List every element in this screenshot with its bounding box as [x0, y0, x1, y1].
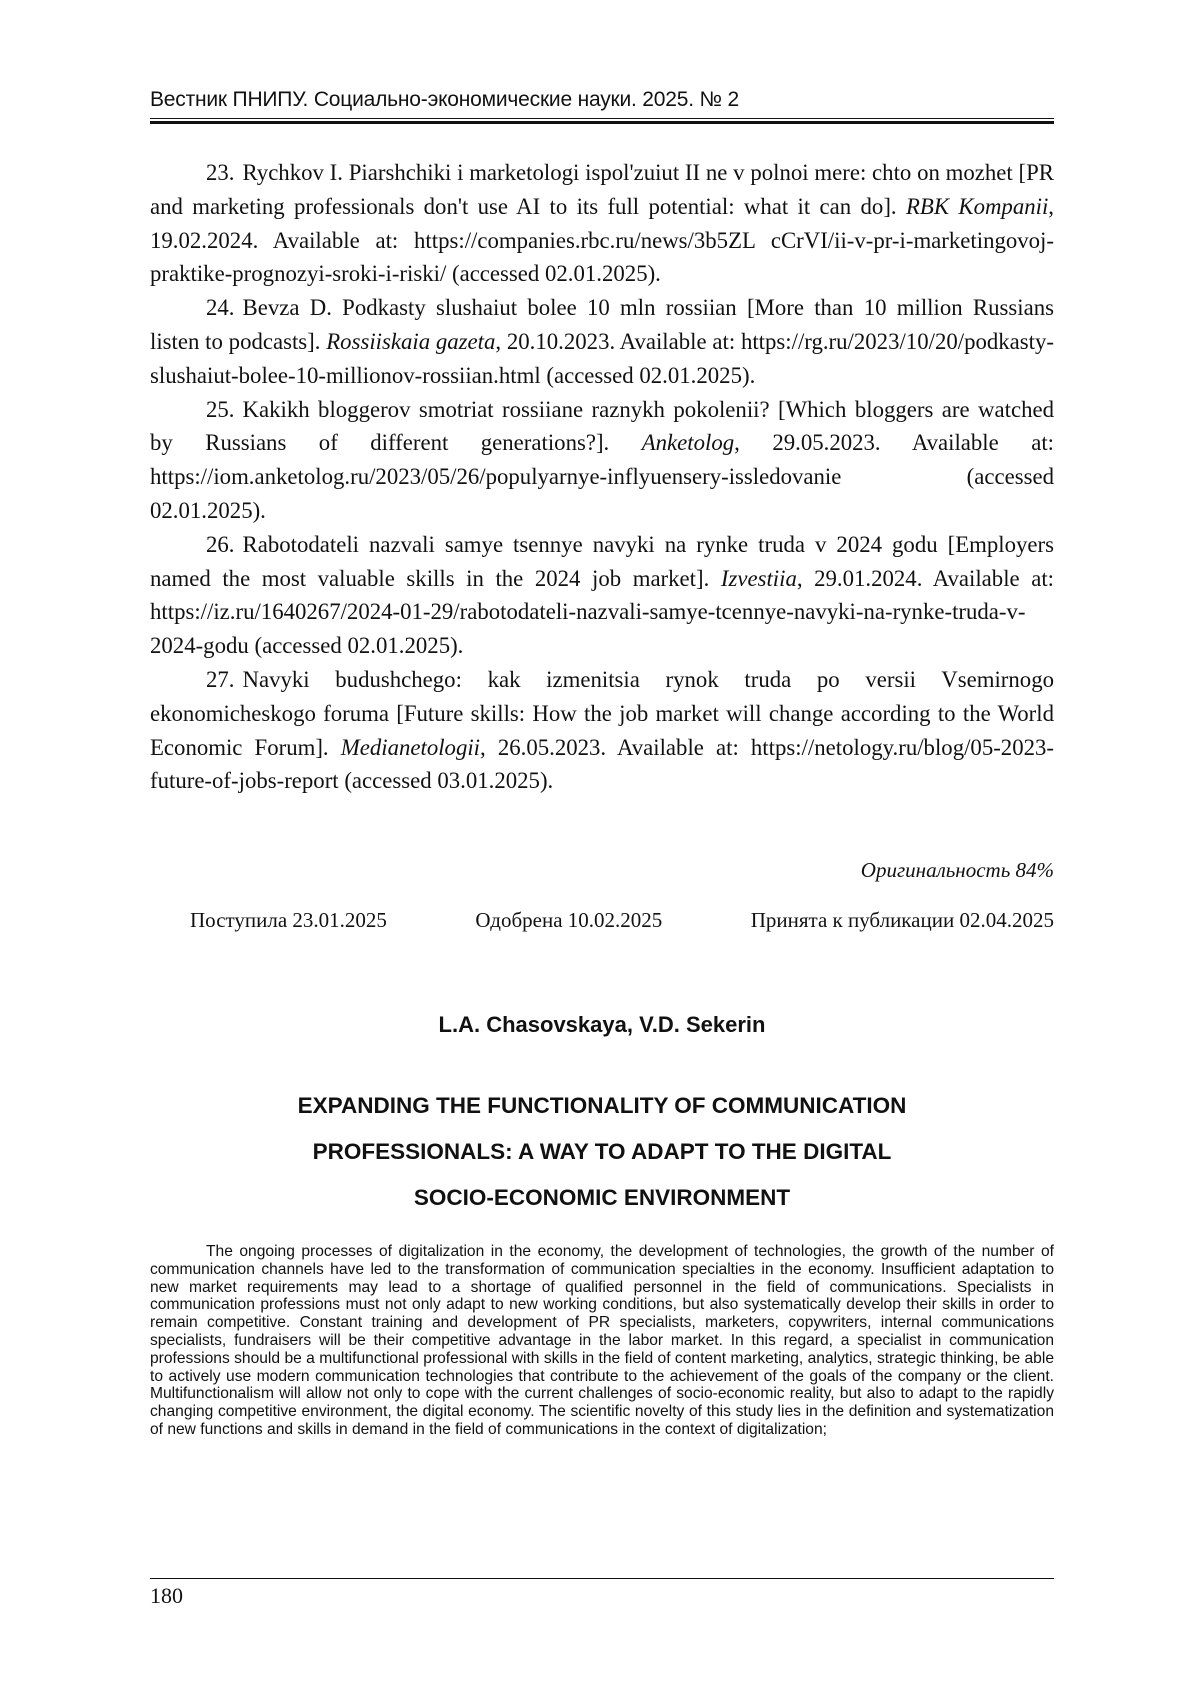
approved-date: Одобрена 10.02.2025	[475, 908, 662, 933]
accepted-date: Принята к публикации 02.04.2025	[751, 908, 1054, 933]
reference-details: , 29.05.2023. Available at: https://iom.anketolog.ru/2023/05/26/populyarnye-inflyuensery-issledovanie (accessed 02.01.2025).	[150, 430, 1054, 523]
reference-number: 26.	[206, 532, 235, 557]
reference-details: , 26.05.2023. Available at: https://netology.ru/blog/05-2023-future-of-jobs-report (accessed 03.01.2025).	[150, 735, 1054, 794]
originality-note: Оригинальность 84%	[861, 858, 1054, 883]
journal-page	[150, 0, 1054, 1705]
reference-details: , 29.01.2024. Available at: https://iz.ru/1640267/2024-01-29/rabotodateli-nazvali-samye-tcennye-navyki-na-rynke-truda-v-2024-godu (accessed 02.01.2025).	[150, 566, 1054, 659]
reference-details: , 20.10.2023. Available at: https://rg.ru/2023/10/20/podkasty-slushaiut-bolee-10-millionov-rossiian.html (accessed 02.01.2025).	[150, 329, 1054, 388]
reference-number: 27.	[206, 667, 235, 692]
reference-text: Kakikh bloggerov smotriat rossiiane raznykh pokolenii? [Which bloggers are watched by Russians of different generations?].	[150, 397, 1054, 456]
reference-text: Bevza D. Podkasty slushaiut bolee 10 mln rossiian [More than 10 million Russians listen to podcasts].	[150, 295, 1054, 354]
reference-source: RBK Kompanii	[906, 194, 1048, 219]
page-number: 180	[150, 1583, 183, 1609]
reference-item	[150, 291, 1054, 392]
received-date: Поступила 23.01.2025	[190, 908, 387, 933]
reference-source: Medianetologii	[341, 735, 480, 760]
footer-rule	[150, 1578, 1054, 1579]
article-title	[150, 1083, 1054, 1221]
reference-list	[150, 156, 1054, 798]
article-authors: L.A. Chasovskaya, V.D. Sekerin	[150, 1012, 1054, 1038]
article-abstract: The ongoing processes of digitalization in the economy, the development of technologies, the growth of the number of communication channels have led to the transformation of communication specialties in the economy. Insufficient adaptation to new market requirements may lead to a shortage of qualified personnel in the field of communications. Specialists in communication professions must not only adapt to new working conditions, but also systematically develop their skills in order to remain competitive. Constant training and development of PR specialists, marketers, copywriters, internal communications specialists, fundraisers will be their competitive advantage in the labor market. In this regard, a specialist in communication professions should be a multifunctional professional with skills in the field of content marketing, analytics, strategic thinking, be able to actively use modern communication technologies that contribute to the achievement of the goals of the company or the client. Multifunctionalism will allow not only to cope with the current challenges of socio-economic reality, but also to adapt to the rapidly changing competitive environment, the digital economy. The scientific novelty of this study lies in the definition and systematization of new functions and skills in demand in the field of communications in the context of digitalization;	[150, 1243, 1054, 1439]
reference-number: 24.	[206, 295, 235, 320]
reference-item	[150, 393, 1054, 528]
reference-source: Rossiiskaia gazeta	[326, 329, 495, 354]
reference-source: Izvestiia	[721, 566, 797, 591]
reference-item	[150, 156, 1054, 291]
reference-source: Anketolog	[642, 430, 734, 455]
reference-item	[150, 528, 1054, 663]
title-line: PROFESSIONALS: A WAY TO ADAPT TO THE DIGITAL	[150, 1129, 1054, 1175]
reference-text: Rabotodateli nazvali samye tsennye navyki na rynke truda v 2024 godu [Employers named the most valuable skills in the 2024 job market].	[150, 532, 1054, 591]
header-rule-thin	[150, 118, 1054, 119]
reference-text: Rychkov I. Piarshchiki i marketologi ispol'zuiut II ne v polnoi mere: chto on mozhet [PR and marketing professionals don't use AI to its full potential: what it can do].	[150, 160, 1054, 219]
reference-text: Navyki budushchego: kak izmenitsia rynok truda po versii Vsemirnogo ekonomicheskogo foruma [Future skills: How the job market will change according to the World Economic Forum].	[150, 667, 1054, 760]
title-line: EXPANDING THE FUNCTIONALITY OF COMMUNICATION	[150, 1083, 1054, 1129]
running-head: Вестник ПНИПУ. Социально-экономические науки. 2025. № 2	[150, 88, 739, 112]
reference-number: 23.	[206, 160, 235, 185]
reference-number: 25.	[206, 397, 235, 422]
reference-details: , 19.02.2024. Available at: https://companies.rbc.ru/news/3b5ZL cCrVI/ii-v-pr-i-marketingovoj-praktike-prognozyi-sroki-i-riski/ (accessed 02.01.2025).	[150, 194, 1054, 287]
header-rule-thick	[150, 121, 1054, 124]
reference-item	[150, 663, 1054, 798]
submission-dates	[190, 908, 1054, 933]
title-line: SOCIO-ECONOMIC ENVIRONMENT	[150, 1175, 1054, 1221]
